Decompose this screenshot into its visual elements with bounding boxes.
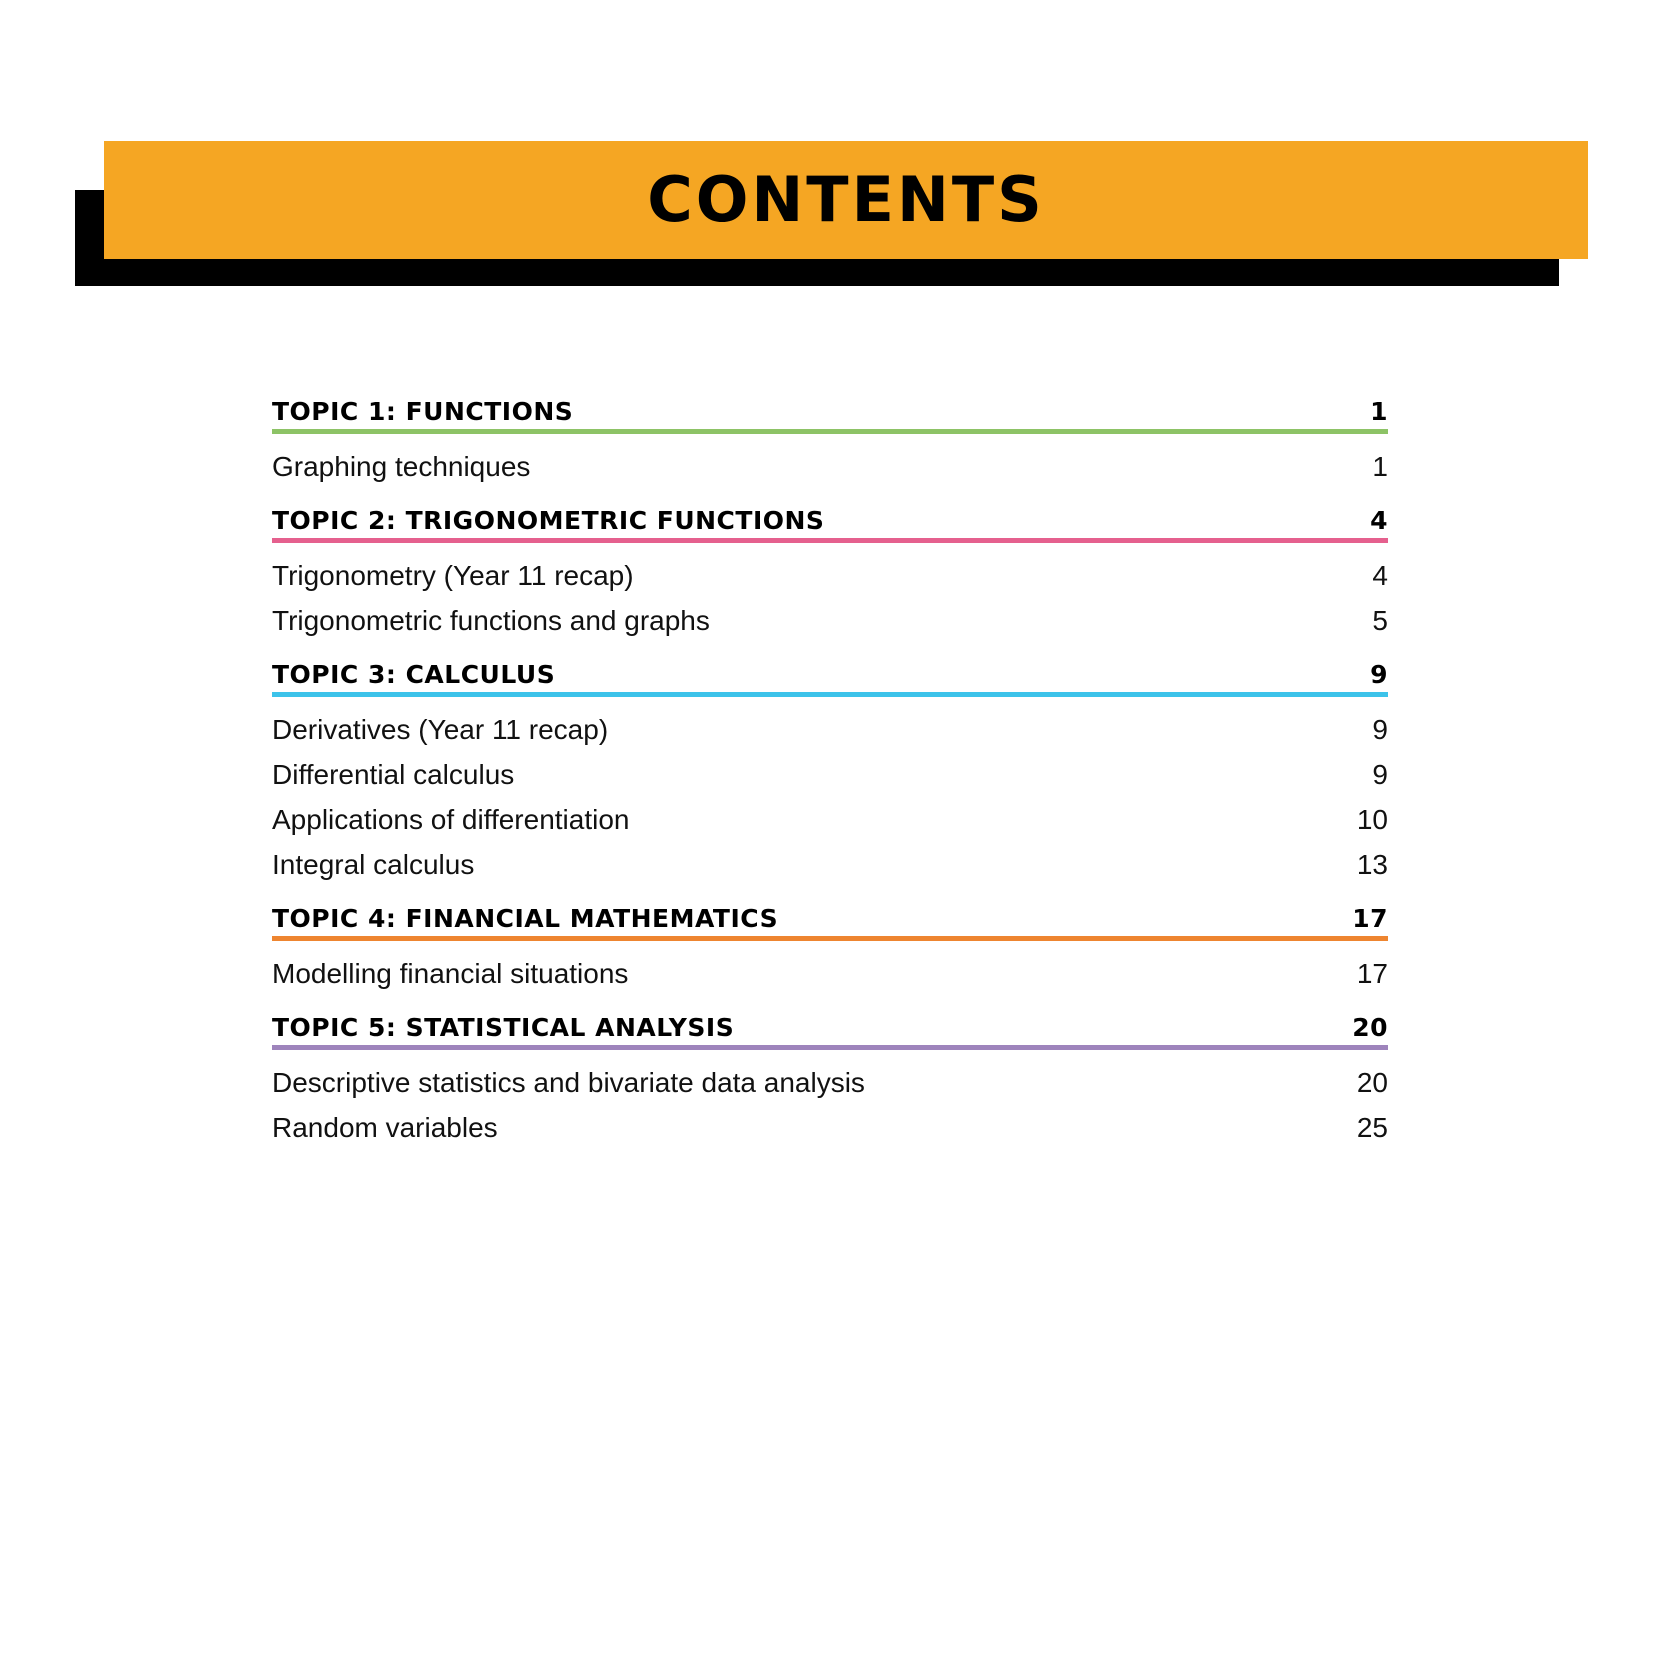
toc-entry[interactable] bbox=[272, 842, 1388, 887]
toc-topic-heading[interactable] bbox=[272, 895, 1388, 941]
toc-entry-label: Descriptive statistics and bivariate data analysis bbox=[272, 1066, 865, 1098]
toc-topic-label: TOPIC 5: STATISTICAL ANALYSIS bbox=[272, 1013, 735, 1042]
toc-entry-label: Applications of differentiation bbox=[272, 803, 630, 835]
toc-entry-page: 17 bbox=[1356, 957, 1388, 989]
contents-banner bbox=[104, 141, 1588, 259]
toc-topic-page: 17 bbox=[1352, 904, 1388, 933]
toc-entry-label: Random variables bbox=[272, 1111, 498, 1143]
toc-entry[interactable] bbox=[272, 752, 1388, 797]
toc-entry-page: 10 bbox=[1356, 803, 1388, 835]
toc-topic-page: 20 bbox=[1352, 1013, 1388, 1042]
toc-topic-label: TOPIC 1: FUNCTIONS bbox=[272, 397, 574, 426]
toc-entry[interactable] bbox=[272, 598, 1388, 643]
toc-entry-page: 5 bbox=[1372, 604, 1388, 636]
toc-entry-page: 25 bbox=[1356, 1111, 1388, 1143]
toc-topic-heading[interactable] bbox=[272, 1004, 1388, 1050]
toc-topic-label: TOPIC 3: CALCULUS bbox=[272, 660, 556, 689]
toc-topic-label: TOPIC 4: FINANCIAL MATHEMATICS bbox=[272, 904, 779, 933]
toc-entry-label: Trigonometry (Year 11 recap) bbox=[272, 559, 634, 591]
toc-entry-label: Derivatives (Year 11 recap) bbox=[272, 713, 609, 745]
toc-entry-page: 1 bbox=[1372, 450, 1388, 482]
toc-entry-page: 9 bbox=[1372, 758, 1388, 790]
toc-topic-group bbox=[272, 1004, 1388, 1150]
toc-topic-page: 4 bbox=[1370, 506, 1388, 535]
toc-entry[interactable] bbox=[272, 444, 1388, 489]
toc-topic-heading[interactable] bbox=[272, 388, 1388, 434]
toc-entry-page: 9 bbox=[1372, 713, 1388, 745]
toc-topic-group bbox=[272, 651, 1388, 887]
toc-entry[interactable] bbox=[272, 1105, 1388, 1150]
toc-entry[interactable] bbox=[272, 707, 1388, 752]
toc-topic-page: 9 bbox=[1370, 660, 1388, 689]
table-of-contents bbox=[272, 388, 1388, 1150]
toc-entry-page: 20 bbox=[1356, 1066, 1388, 1098]
toc-topic-page: 1 bbox=[1370, 397, 1388, 426]
toc-entry-label: Trigonometric functions and graphs bbox=[272, 604, 710, 636]
toc-topic-heading[interactable] bbox=[272, 497, 1388, 543]
toc-entry-page: 4 bbox=[1372, 559, 1388, 591]
toc-entry-label: Integral calculus bbox=[272, 848, 475, 880]
toc-entry-label: Differential calculus bbox=[272, 758, 515, 790]
toc-entry-label: Graphing techniques bbox=[272, 450, 531, 482]
toc-topic-label: TOPIC 2: TRIGONOMETRIC FUNCTIONS bbox=[272, 506, 825, 535]
toc-topic-group bbox=[272, 895, 1388, 996]
toc-topic-group bbox=[272, 388, 1388, 489]
toc-entry[interactable] bbox=[272, 951, 1388, 996]
toc-entry[interactable] bbox=[272, 797, 1388, 842]
toc-entry[interactable] bbox=[272, 1060, 1388, 1105]
toc-entry-label: Modelling financial situations bbox=[272, 957, 629, 989]
toc-topic-heading[interactable] bbox=[272, 651, 1388, 697]
toc-entry[interactable] bbox=[272, 553, 1388, 598]
toc-topic-group bbox=[272, 497, 1388, 643]
toc-entry-page: 13 bbox=[1356, 848, 1388, 880]
page-title: CONTENTS bbox=[647, 163, 1045, 236]
